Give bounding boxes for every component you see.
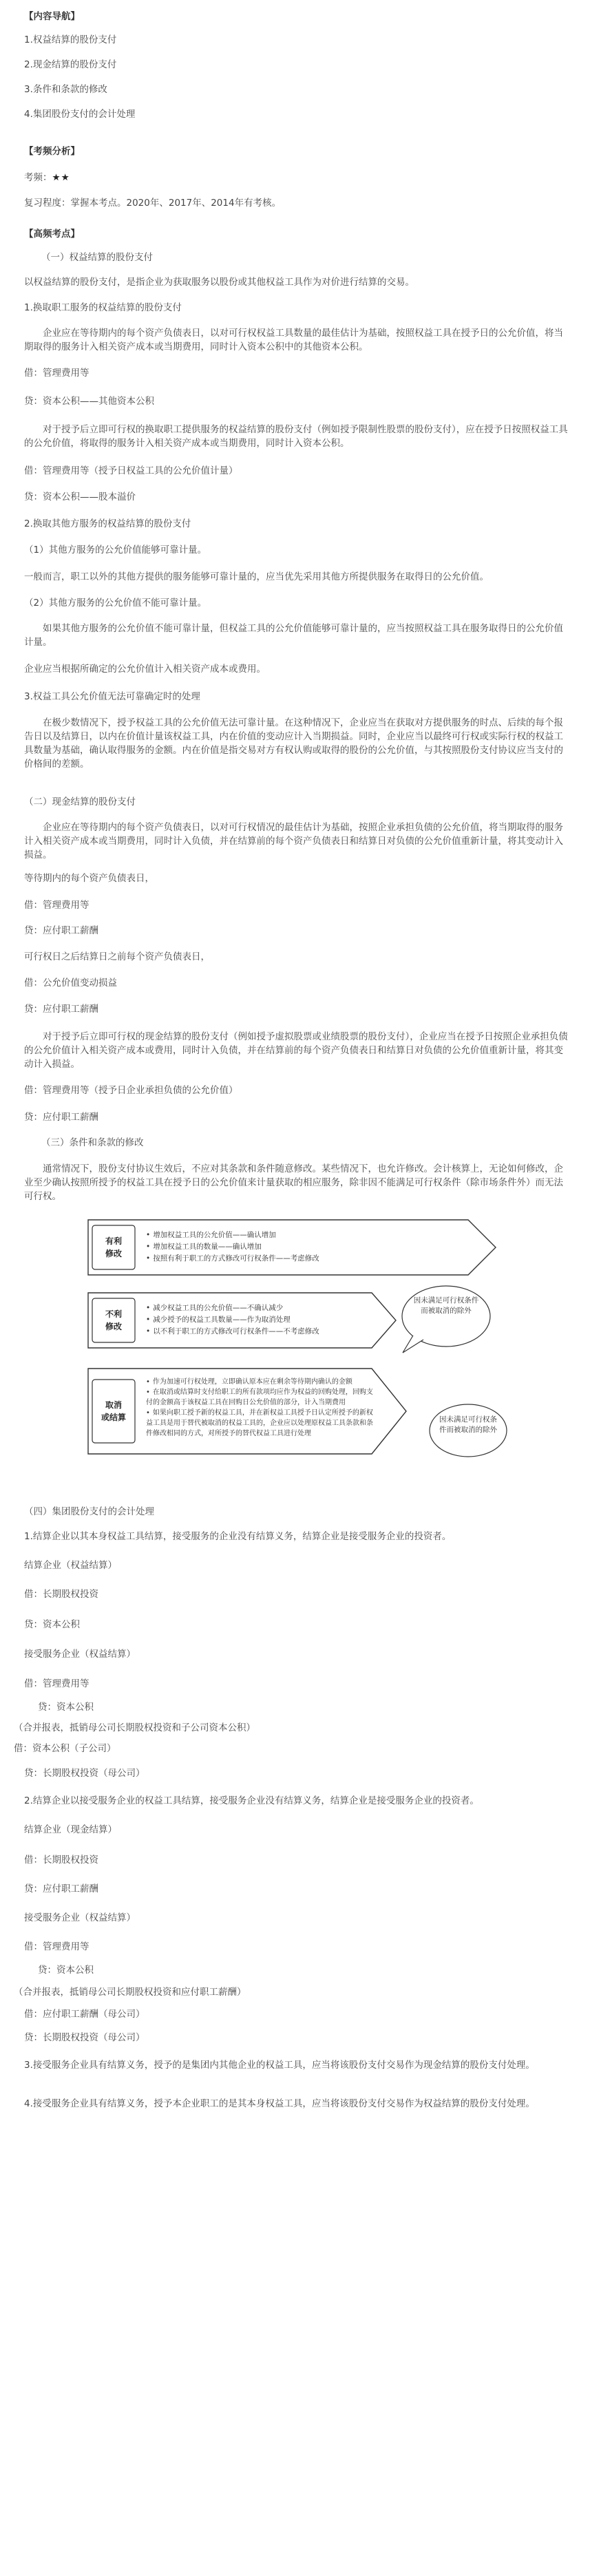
entity-label: 接受服务企业（权益结算） (24, 1649, 136, 1660)
paragraph: 如果其他方服务的公允价值不能可靠计量，但权益工具的公允价值能够可靠计量的，应当按照权益工具在服务取得日的公允价值计量。 (24, 623, 563, 648)
frequency-label: 考频： (24, 172, 52, 183)
paragraph: 企业应当根据所确定的公允价值计入相关资产成本或费用。 (24, 664, 266, 675)
journal-entry: 借：管理费用等（授予日企业承担负债的公允价值） (24, 1085, 238, 1096)
subheading: 3.权益工具公允价值无法可靠确定时的处理 (24, 691, 200, 702)
journal-entry: 贷：资本公积 (38, 1702, 94, 1713)
subheading: 2.换取其他方服务的权益结算的股份支付 (24, 518, 191, 529)
unfavorable-bullets (146, 1302, 319, 1338)
paragraph: 在极少数情况下，授予权益工具的公允价值无法可靠计量。在这种情况下，企业应当在获取对方提供服务的时点、后续的每个报告日以及结算日，以内在价值计量该权益工具，内在价值的变动应计入当期损益。同时，企业应当以最终可行权或实际行权的权益工具数量为基础，确认取得服务的金额。内在价值是指交易对方有权认购或取得的股份的公允价值，与其按照股份支付协议应当支付的价格间的差额。 (24, 717, 563, 770)
cancel-bullet: • 作为加速可行权处理，立即确认原本应在剩余等待期内确认的金额 (146, 1377, 373, 1387)
paragraph: 企业应在等待期内的每个资产负债表日，以对可行权情况的最佳估计为基础，按照企业承担负债的公允价值，将当期取得的服务计入相关资产成本或当期费用，同时计入负债，并在结算前的每个资产负债表日和结算日对负债的公允价值重新计量，将其变动计入损益。 (24, 822, 563, 861)
nav-item: 3.条件和条款的修改 (24, 84, 107, 95)
journal-entry: 借：公允价值变动损益 (24, 978, 117, 989)
unfavorable-bullet: • 以不利于职工的方式修改可行权条件——不考虑修改 (146, 1326, 319, 1338)
frequency-stars: ★★ (52, 172, 70, 183)
paragraph: 可行权日之后结算日之前每个资产负债表日， (24, 951, 210, 962)
journal-entry: 贷：资本公积 (38, 1965, 94, 1976)
favorable-bullet: • 按照有利于职工的方式修改可行权条件——考虑修改 (146, 1253, 319, 1265)
subheading: （2）其他方服务的公允价值不能可靠计量。 (24, 598, 207, 609)
cancel-tag: 取消 或结算 (101, 1400, 126, 1422)
journal-entry: 贷：长期股权投资（母公司） (24, 2032, 145, 2043)
paragraph: 3.接受服务企业具有结算义务，授予的是集团内其他企业的权益工具，应当将该股份支付交易作为现金结算的股份支付处理。 (24, 2060, 535, 2071)
unfavorable-tag: 不利 修改 (105, 1309, 122, 1331)
journal-entry: 贷：应付职工薪酬 (24, 1004, 98, 1015)
unfavorable-bullet: • 减少授予的权益工具数量——作为取消处理 (146, 1314, 319, 1326)
journal-entry: 贷：资本公积——股本溢价 (24, 492, 136, 503)
paragraph: 一般而言，职工以外的其他方提供的服务能够可靠计量的，应当优先采用其他方所提供服务在取得日的公允价值。 (24, 571, 489, 582)
paragraph: 对于授予后立即可行权的现金结算的股份支付（例如授予虚拟股票或业绩股票的股份支付），企业应当在授予日按照企业承担负债的公允价值计入相关资产成本或费用，同时计入负债，并在结算前的每个资产负债表日和结算日对负债的公允价值重新计量，将其变动计入损益。 (24, 1031, 568, 1070)
cancel-bullets (146, 1377, 373, 1439)
entity-label: 结算企业（现金结算） (24, 1824, 117, 1835)
paragraph: 4.接受服务企业具有结算义务，授予本企业职工的是其本身权益工具，应当将该股份支付交易作为权益结算的股份支付处理。 (24, 2098, 535, 2109)
section-heading: （二）现金结算的股份支付 (24, 796, 136, 807)
nav-item: 1.权益结算的股份支付 (24, 34, 117, 45)
subheading: （1）其他方服务的公允价值能够可靠计量。 (24, 545, 207, 556)
section-heading: （一）权益结算的股份支付 (41, 252, 153, 263)
journal-entry: 借：应付职工薪酬（母公司） (24, 2009, 145, 2020)
journal-entry: 贷：应付职工薪酬 (24, 1112, 98, 1123)
section-heading: （四）集团股份支付的会计处理 (24, 1506, 154, 1517)
journal-entry: 借：管理费用等（授予日权益工具的公允价值计量） (24, 465, 238, 476)
journal-entry: 借：长期股权投资 (24, 1589, 98, 1600)
journal-entry: 借：长期股权投资 (24, 1855, 98, 1866)
journal-entry: 贷：资本公积 (24, 1619, 80, 1630)
note: （合并报表，抵销母公司长期股权投资和子公司资本公积） (14, 1722, 255, 1733)
favorable-bullet: • 增加权益工具的公允价值——确认增加 (146, 1229, 319, 1241)
cancel-bullet: • 在取消或结算时支付给职工的所有款项均应作为权益的回购处理，回购支付的金额高于该权益工具在回购日公允价值的部分，计入当期费用 (146, 1387, 373, 1408)
journal-entry: 贷：资本公积——其他资本公积 (24, 396, 154, 407)
journal-entry: 贷：应付职工薪酬 (24, 1883, 98, 1894)
nav-title: 【内容导航】 (24, 11, 80, 22)
points-title: 【高频考点】 (24, 229, 80, 240)
journal-entry: 借：管理费用等 (24, 1678, 89, 1689)
subheading: 1.换取职工服务的权益结算的股份支付 (24, 302, 182, 313)
cloud-text-upper: 因未满足可行权条件而被取消的除外 (413, 1296, 479, 1315)
cancel-bullet: • 如果向职工授予新的权益工具，并在新权益工具授予日认定所授予的新权益工具是用于替代被取消的权益工具的，企业应以处理原权益工具条款和条件修改相同的方式，对所授予的替代权益工具进行处理 (146, 1408, 373, 1439)
note: （合并报表，抵销母公司长期股权投资和应付职工薪酬） (14, 1987, 246, 1998)
favorable-bullets (146, 1229, 319, 1265)
favorable-tag: 有利 修改 (105, 1236, 122, 1258)
frequency-line (24, 171, 70, 184)
favorable-bullet: • 增加权益工具的数量——确认增加 (146, 1241, 319, 1253)
paragraph: 1.结算企业以其本身权益工具结算，接受服务的企业没有结算义务，结算企业是接受服务企业的投资者。 (24, 1531, 452, 1542)
section-heading: （三）条件和条款的修改 (41, 1137, 144, 1148)
journal-entry: 借：资本公积（子公司） (14, 1743, 116, 1754)
journal-entry: 借：管理费用等 (24, 1941, 89, 1952)
paragraph: 以权益结算的股份支付，是指企业为获取服务以股份或其他权益工具作为对价进行结算的交易。 (24, 277, 414, 288)
nav-item: 4.集团股份支付的会计处理 (24, 109, 136, 120)
analysis-title: 【考频分析】 (24, 146, 80, 157)
paragraph: 企业应在等待期内的每个资产负债表日，以对可行权权益工具数量的最佳估计为基础，按照权益工具在授予日的公允价值，将当期取得的服务计入相关资产成本或当期费用，同时计入资本公积中的其他资本公积。 (24, 328, 563, 352)
journal-entry: 贷：应付职工薪酬 (24, 925, 98, 936)
entity-label: 结算企业（权益结算） (24, 1560, 117, 1571)
journal-entry: 借：管理费用等 (24, 368, 89, 379)
modification-flowchart (83, 1212, 509, 1494)
journal-entry: 借：管理费用等 (24, 900, 89, 911)
paragraph: 对于授予后立即可行权的换取职工提供服务的权益结算的股份支付（例如授予限制性股票的股份支付），应在授予日按照权益工具的公允价值，将取得的服务计入相关资产成本或当期费用，同时计入资本公积。 (24, 424, 568, 449)
unfavorable-bullet: • 减少权益工具的公允价值——不确认减少 (146, 1302, 319, 1314)
nav-item: 2.现金结算的股份支付 (24, 59, 117, 70)
journal-entry: 贷：长期股权投资（母公司） (24, 1768, 145, 1779)
paragraph: 2.结算企业以接受服务企业的权益工具结算，接受服务企业没有结算义务，结算企业是接受服务企业的投资者。 (24, 1795, 479, 1806)
review-text: 复习程度：掌握本考点。2020年、2017年、2014年有考核。 (24, 198, 282, 209)
paragraph: 通常情况下，股份支付协议生效后，不应对其条款和条件随意修改。某些情况下，也允许修改。会计核算上，无论如何修改，企业至少确认按照所授予的权益工具在授予日的公允价值来计量获取的相应服务，除非因不能满足可行权条件（除市场条件外）而无法可行权。 (24, 1163, 563, 1202)
entity-label: 接受服务企业（权益结算） (24, 1912, 136, 1923)
cloud-text-lower: 因未满足可行权条件而被取消的除外 (439, 1415, 497, 1434)
paragraph: 等待期内的每个资产负债表日， (24, 873, 154, 884)
